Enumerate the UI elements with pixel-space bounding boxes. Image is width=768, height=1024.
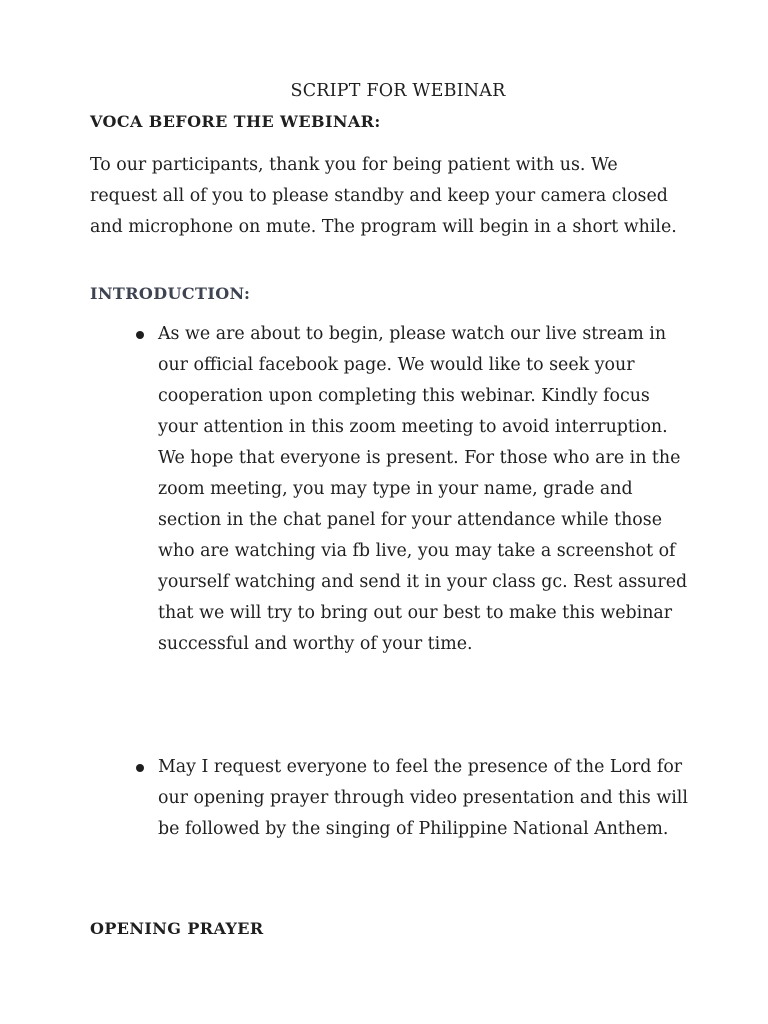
bullet-icon — [136, 764, 144, 772]
document-title: SCRIPT FOR WEBINAR — [290, 81, 506, 101]
introduction-bullet-2: May I request everyone to feel the presence of the Lord for our opening prayer through video presentation and this will be followed by the singing of Philippine National Anthem. — [158, 757, 688, 839]
introduction-bullet-1: As we are about to begin, please watch our live stream in our official facebook page. We would like to seek your cooperation upon completing this webinar. Kindly focus your attention in this zoom meeting to avoid interruption. We hope that everyone is present. For those who are in the zoom meeting, you may type in your name, grade and section in the chat panel for your attendance while those who are watching via fb live, you may take a screenshot of yourself watching and send it in your class gc. Rest assured that we will try to bring out our best to make this webinar successful and worthy of your time. — [158, 324, 688, 654]
section-heading-opening-prayer: OPENING PRAYER — [90, 919, 264, 938]
bullet-icon — [136, 331, 144, 339]
section-heading-introduction: INTRODUCTION: — [90, 284, 251, 303]
voca-paragraph: To our participants, thank you for being patient with us. We request all of you to please standby and keep your camera closed and microphone on mute. The program will begin in a short while. — [90, 155, 677, 237]
section-heading-voca: VOCA BEFORE THE WEBINAR: — [90, 112, 381, 131]
